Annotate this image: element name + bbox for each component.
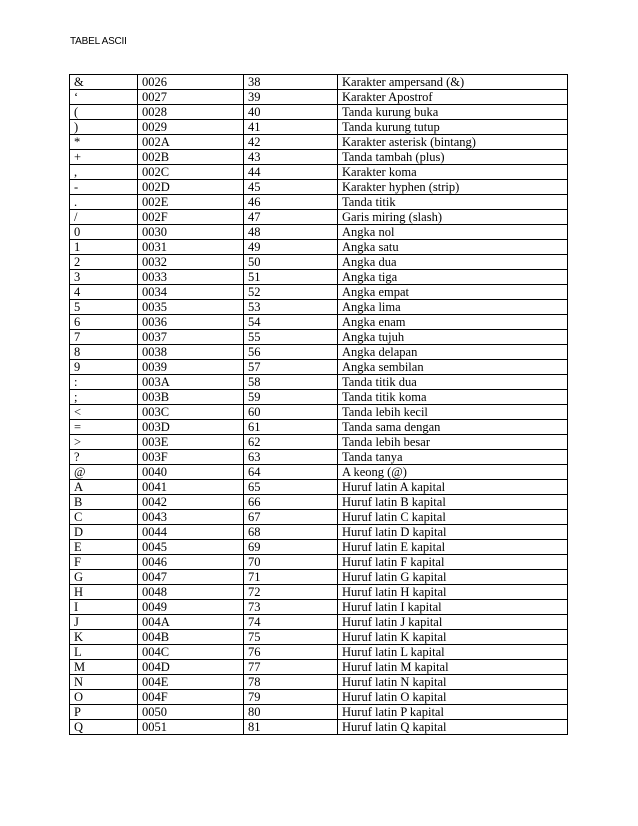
- description-cell: Tanda sama dengan: [338, 420, 568, 435]
- hex-code-cell: 0036: [138, 315, 244, 330]
- description-cell: Tanda titik koma: [338, 390, 568, 405]
- description-cell: Huruf latin F kapital: [338, 555, 568, 570]
- hex-code-cell: 004E: [138, 675, 244, 690]
- hex-code-cell: 0026: [138, 75, 244, 90]
- table-row: [70, 240, 568, 255]
- table-row: [70, 465, 568, 480]
- hex-code-cell: 0045: [138, 540, 244, 555]
- decimal-code-cell: 76: [244, 645, 338, 660]
- character-cell: 8: [70, 345, 138, 360]
- character-cell: -: [70, 180, 138, 195]
- decimal-code-cell: 51: [244, 270, 338, 285]
- character-cell: /: [70, 210, 138, 225]
- table-row: [70, 705, 568, 720]
- description-cell: Angka satu: [338, 240, 568, 255]
- description-cell: Huruf latin C kapital: [338, 510, 568, 525]
- description-cell: Karakter Apostrof: [338, 90, 568, 105]
- description-cell: Karakter hyphen (strip): [338, 180, 568, 195]
- table-row: [70, 75, 568, 90]
- character-cell: 0: [70, 225, 138, 240]
- table-row: [70, 225, 568, 240]
- decimal-code-cell: 75: [244, 630, 338, 645]
- character-cell: ?: [70, 450, 138, 465]
- description-cell: Angka enam: [338, 315, 568, 330]
- hex-code-cell: 004F: [138, 690, 244, 705]
- hex-code-cell: 0050: [138, 705, 244, 720]
- description-cell: Tanda titik: [338, 195, 568, 210]
- character-cell: >: [70, 435, 138, 450]
- description-cell: Karakter asterisk (bintang): [338, 135, 568, 150]
- hex-code-cell: 0034: [138, 285, 244, 300]
- hex-code-cell: 0033: [138, 270, 244, 285]
- table-row: [70, 540, 568, 555]
- decimal-code-cell: 38: [244, 75, 338, 90]
- hex-code-cell: 0046: [138, 555, 244, 570]
- character-cell: ;: [70, 390, 138, 405]
- character-cell: H: [70, 585, 138, 600]
- hex-code-cell: 0047: [138, 570, 244, 585]
- character-cell: B: [70, 495, 138, 510]
- decimal-code-cell: 64: [244, 465, 338, 480]
- table-row: [70, 345, 568, 360]
- hex-code-cell: 0028: [138, 105, 244, 120]
- table-row: [70, 450, 568, 465]
- decimal-code-cell: 67: [244, 510, 338, 525]
- page-header-title: TABEL ASCII: [70, 36, 127, 47]
- decimal-code-cell: 60: [244, 405, 338, 420]
- hex-code-cell: 004D: [138, 660, 244, 675]
- table-row: [70, 645, 568, 660]
- table-row: [70, 330, 568, 345]
- hex-code-cell: 0031: [138, 240, 244, 255]
- character-cell: 3: [70, 270, 138, 285]
- decimal-code-cell: 53: [244, 300, 338, 315]
- decimal-code-cell: 69: [244, 540, 338, 555]
- hex-code-cell: 0051: [138, 720, 244, 735]
- description-cell: Angka lima: [338, 300, 568, 315]
- character-cell: L: [70, 645, 138, 660]
- description-cell: Huruf latin M kapital: [338, 660, 568, 675]
- description-cell: Huruf latin P kapital: [338, 705, 568, 720]
- description-cell: Tanda tanya: [338, 450, 568, 465]
- decimal-code-cell: 56: [244, 345, 338, 360]
- character-cell: 9: [70, 360, 138, 375]
- hex-code-cell: 002B: [138, 150, 244, 165]
- table-row: [70, 660, 568, 675]
- description-cell: Huruf latin I kapital: [338, 600, 568, 615]
- description-cell: Angka dua: [338, 255, 568, 270]
- table-row: [70, 495, 568, 510]
- decimal-code-cell: 63: [244, 450, 338, 465]
- table-row: [70, 615, 568, 630]
- hex-code-cell: 0030: [138, 225, 244, 240]
- character-cell: ‘: [70, 90, 138, 105]
- character-cell: 5: [70, 300, 138, 315]
- hex-code-cell: 002F: [138, 210, 244, 225]
- hex-code-cell: 002C: [138, 165, 244, 180]
- table-row: [70, 285, 568, 300]
- table-row: [70, 195, 568, 210]
- character-cell: @: [70, 465, 138, 480]
- character-cell: D: [70, 525, 138, 540]
- decimal-code-cell: 47: [244, 210, 338, 225]
- character-cell: C: [70, 510, 138, 525]
- decimal-code-cell: 41: [244, 120, 338, 135]
- table-row: [70, 675, 568, 690]
- table-row: [70, 165, 568, 180]
- character-cell: E: [70, 540, 138, 555]
- decimal-code-cell: 59: [244, 390, 338, 405]
- hex-code-cell: 0049: [138, 600, 244, 615]
- character-cell: *: [70, 135, 138, 150]
- decimal-code-cell: 77: [244, 660, 338, 675]
- character-cell: :: [70, 375, 138, 390]
- description-cell: Angka nol: [338, 225, 568, 240]
- hex-code-cell: 003F: [138, 450, 244, 465]
- decimal-code-cell: 52: [244, 285, 338, 300]
- decimal-code-cell: 71: [244, 570, 338, 585]
- ascii-table: [69, 74, 568, 735]
- character-cell: 4: [70, 285, 138, 300]
- decimal-code-cell: 80: [244, 705, 338, 720]
- description-cell: Angka delapan: [338, 345, 568, 360]
- character-cell: I: [70, 600, 138, 615]
- table-row: [70, 510, 568, 525]
- character-cell: 2: [70, 255, 138, 270]
- table-row: [70, 420, 568, 435]
- description-cell: Angka tiga: [338, 270, 568, 285]
- decimal-code-cell: 70: [244, 555, 338, 570]
- hex-code-cell: 0029: [138, 120, 244, 135]
- hex-code-cell: 0044: [138, 525, 244, 540]
- character-cell: M: [70, 660, 138, 675]
- description-cell: Tanda kurung buka: [338, 105, 568, 120]
- hex-code-cell: 0041: [138, 480, 244, 495]
- description-cell: Huruf latin N kapital: [338, 675, 568, 690]
- table-row: [70, 570, 568, 585]
- table-row: [70, 315, 568, 330]
- table-row: [70, 690, 568, 705]
- table-row: [70, 405, 568, 420]
- hex-code-cell: 003E: [138, 435, 244, 450]
- description-cell: Huruf latin L kapital: [338, 645, 568, 660]
- table-row: [70, 150, 568, 165]
- character-cell: ,: [70, 165, 138, 180]
- decimal-code-cell: 68: [244, 525, 338, 540]
- description-cell: A keong (@): [338, 465, 568, 480]
- hex-code-cell: 004C: [138, 645, 244, 660]
- hex-code-cell: 0040: [138, 465, 244, 480]
- table-row: [70, 90, 568, 105]
- description-cell: Huruf latin O kapital: [338, 690, 568, 705]
- decimal-code-cell: 54: [244, 315, 338, 330]
- character-cell: .: [70, 195, 138, 210]
- description-cell: Huruf latin J kapital: [338, 615, 568, 630]
- table-row: [70, 435, 568, 450]
- hex-code-cell: 003D: [138, 420, 244, 435]
- hex-code-cell: 003B: [138, 390, 244, 405]
- hex-code-cell: 0027: [138, 90, 244, 105]
- hex-code-cell: 0035: [138, 300, 244, 315]
- description-cell: Huruf latin D kapital: [338, 525, 568, 540]
- decimal-code-cell: 72: [244, 585, 338, 600]
- description-cell: Angka tujuh: [338, 330, 568, 345]
- table-row: [70, 375, 568, 390]
- table-row: [70, 600, 568, 615]
- description-cell: Tanda tambah (plus): [338, 150, 568, 165]
- description-cell: Karakter koma: [338, 165, 568, 180]
- table-row: [70, 360, 568, 375]
- character-cell: F: [70, 555, 138, 570]
- table-row: [70, 255, 568, 270]
- character-cell: +: [70, 150, 138, 165]
- hex-code-cell: 0037: [138, 330, 244, 345]
- character-cell: =: [70, 420, 138, 435]
- decimal-code-cell: 61: [244, 420, 338, 435]
- table-row: [70, 210, 568, 225]
- decimal-code-cell: 45: [244, 180, 338, 195]
- character-cell: 7: [70, 330, 138, 345]
- table-row: [70, 480, 568, 495]
- description-cell: Huruf latin K kapital: [338, 630, 568, 645]
- hex-code-cell: 0038: [138, 345, 244, 360]
- character-cell: N: [70, 675, 138, 690]
- hex-code-cell: 004B: [138, 630, 244, 645]
- table-row: [70, 525, 568, 540]
- table-row: [70, 180, 568, 195]
- hex-code-cell: 0042: [138, 495, 244, 510]
- table-row: [70, 585, 568, 600]
- description-cell: Huruf latin Q kapital: [338, 720, 568, 735]
- character-cell: (: [70, 105, 138, 120]
- decimal-code-cell: 57: [244, 360, 338, 375]
- description-cell: Huruf latin E kapital: [338, 540, 568, 555]
- hex-code-cell: 0043: [138, 510, 244, 525]
- character-cell: O: [70, 690, 138, 705]
- decimal-code-cell: 49: [244, 240, 338, 255]
- hex-code-cell: 004A: [138, 615, 244, 630]
- hex-code-cell: 002E: [138, 195, 244, 210]
- description-cell: Karakter ampersand (&): [338, 75, 568, 90]
- decimal-code-cell: 39: [244, 90, 338, 105]
- description-cell: Angka empat: [338, 285, 568, 300]
- decimal-code-cell: 50: [244, 255, 338, 270]
- decimal-code-cell: 44: [244, 165, 338, 180]
- decimal-code-cell: 62: [244, 435, 338, 450]
- description-cell: Huruf latin B kapital: [338, 495, 568, 510]
- decimal-code-cell: 55: [244, 330, 338, 345]
- character-cell: A: [70, 480, 138, 495]
- character-cell: K: [70, 630, 138, 645]
- table-row: [70, 390, 568, 405]
- character-cell: ): [70, 120, 138, 135]
- decimal-code-cell: 58: [244, 375, 338, 390]
- hex-code-cell: 003C: [138, 405, 244, 420]
- character-cell: &: [70, 75, 138, 90]
- decimal-code-cell: 79: [244, 690, 338, 705]
- decimal-code-cell: 81: [244, 720, 338, 735]
- table-row: [70, 270, 568, 285]
- hex-code-cell: 0039: [138, 360, 244, 375]
- decimal-code-cell: 42: [244, 135, 338, 150]
- description-cell: Tanda lebih besar: [338, 435, 568, 450]
- table-row: [70, 720, 568, 735]
- decimal-code-cell: 46: [244, 195, 338, 210]
- decimal-code-cell: 78: [244, 675, 338, 690]
- decimal-code-cell: 40: [244, 105, 338, 120]
- decimal-code-cell: 73: [244, 600, 338, 615]
- hex-code-cell: 003A: [138, 375, 244, 390]
- hex-code-cell: 002A: [138, 135, 244, 150]
- hex-code-cell: 002D: [138, 180, 244, 195]
- hex-code-cell: 0032: [138, 255, 244, 270]
- decimal-code-cell: 66: [244, 495, 338, 510]
- table-row: [70, 555, 568, 570]
- description-cell: Tanda titik dua: [338, 375, 568, 390]
- description-cell: Huruf latin G kapital: [338, 570, 568, 585]
- table-row: [70, 135, 568, 150]
- description-cell: Angka sembilan: [338, 360, 568, 375]
- character-cell: Q: [70, 720, 138, 735]
- description-cell: Garis miring (slash): [338, 210, 568, 225]
- table-row: [70, 300, 568, 315]
- character-cell: P: [70, 705, 138, 720]
- decimal-code-cell: 65: [244, 480, 338, 495]
- table-row: [70, 120, 568, 135]
- table-row: [70, 105, 568, 120]
- description-cell: Huruf latin A kapital: [338, 480, 568, 495]
- hex-code-cell: 0048: [138, 585, 244, 600]
- character-cell: J: [70, 615, 138, 630]
- description-cell: Huruf latin H kapital: [338, 585, 568, 600]
- description-cell: Tanda kurung tutup: [338, 120, 568, 135]
- character-cell: 6: [70, 315, 138, 330]
- decimal-code-cell: 74: [244, 615, 338, 630]
- description-cell: Tanda lebih kecil: [338, 405, 568, 420]
- ascii-table-body: [70, 75, 568, 735]
- character-cell: 1: [70, 240, 138, 255]
- character-cell: G: [70, 570, 138, 585]
- character-cell: <: [70, 405, 138, 420]
- decimal-code-cell: 48: [244, 225, 338, 240]
- decimal-code-cell: 43: [244, 150, 338, 165]
- table-row: [70, 630, 568, 645]
